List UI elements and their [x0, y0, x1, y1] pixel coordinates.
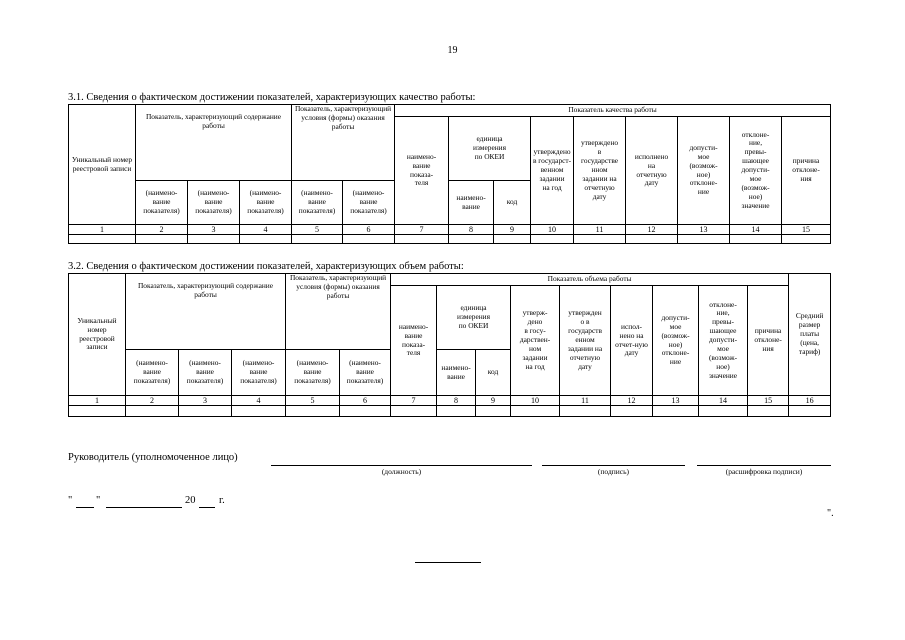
date-open-quote: " [68, 495, 73, 506]
q-h-name: наимено- вание показа- теля [395, 117, 449, 225]
v-h-sub-1: (наимено- вание показателя) [126, 350, 179, 396]
q-h-approved-date: утверждено в государстве нном задании на отчетную дату [574, 117, 626, 225]
date-month-field[interactable] [106, 507, 182, 508]
v-empty-row [69, 406, 831, 417]
v-h-done: испол- нено на отчет-ную дату [611, 286, 653, 396]
v-col-num-5: 5 [286, 396, 340, 406]
q-h-group: Показатель качества работы [395, 105, 831, 117]
q-h-approved-year: утверждено в государст- венном задании на год [531, 117, 574, 225]
section-3-2-title: 3.2. Сведения о фактическом достижении показателей, характеризующих объем работы: [68, 261, 464, 272]
decoding-caption: (расшифровка подписи) [725, 467, 803, 476]
v-h-unit: единица измерения по ОКЕИ [437, 286, 511, 350]
v-h-unit-name: наимено- вание [437, 350, 476, 396]
signature-caption: (подпись) [597, 467, 630, 476]
q-h-unit-code: код [494, 181, 531, 225]
v-h-unit-code: код [476, 350, 511, 396]
signature-label: Руководитель (уполномоченное лицо) [68, 452, 238, 463]
v-h-conditions: Показатель, характеризующий условия (формы) оказания работы [286, 274, 391, 350]
q-col-num-12: 12 [626, 225, 678, 235]
page-number: 19 [447, 45, 458, 56]
v-col-num-9: 9 [476, 396, 511, 406]
v-h-unique: Уникальный номер реестровой записи [69, 274, 126, 396]
q-col-num-9: 9 [494, 225, 531, 235]
v-col-num-4: 4 [232, 396, 286, 406]
q-col-num-8: 8 [449, 225, 494, 235]
q-col-num-7: 7 [395, 225, 449, 235]
q-h-reason: причина отклоне- ния [782, 117, 831, 225]
v-col-num-2: 2 [126, 396, 179, 406]
v-col-num-13: 13 [653, 396, 699, 406]
date-year-suffix: г. [219, 495, 225, 506]
q-col-num-10: 10 [531, 225, 574, 235]
q-col-num-5: 5 [292, 225, 343, 235]
v-col-num-15: 15 [748, 396, 789, 406]
v-h-exceed: отклоне- ние, превы- шающее допусти- мое (возмож- ное) значение [699, 286, 748, 396]
q-col-num-13: 13 [678, 225, 730, 235]
v-col-num-12: 12 [611, 396, 653, 406]
v-h-sub-3: (наимено- вание показателя) [232, 350, 286, 396]
q-h-sub-4: (наимено- вание показателя) [292, 181, 343, 225]
v-col-num-6: 6 [340, 396, 391, 406]
v-col-num-1: 1 [69, 396, 126, 406]
q-h-conditions: Показатель, характеризующий условия (формы) оказания работы [292, 105, 395, 181]
footnote-separator [415, 562, 481, 563]
v-col-num-14: 14 [699, 396, 748, 406]
q-h-sub-5: (наимено- вание показателя) [343, 181, 395, 225]
v-h-name: наимено- вание показа- теля [391, 286, 437, 396]
q-col-num-14: 14 [730, 225, 782, 235]
q-col-num-3: 3 [188, 225, 240, 235]
q-h-exceed: отклоне- ние, превы- шающее допусти- мое (возмож- ное) значение [730, 117, 782, 225]
position-caption: (должность) [381, 467, 422, 476]
signature-field[interactable] [542, 465, 685, 466]
v-h-reason: причина отклоне- ния [748, 286, 789, 396]
v-col-num-16: 16 [789, 396, 831, 406]
v-col-num-11: 11 [560, 396, 611, 406]
q-h-done: исполнено на отчетную дату [626, 117, 678, 225]
q-h-unit: единица измерения по ОКЕИ [449, 117, 531, 181]
decoding-field[interactable] [697, 465, 831, 466]
q-col-num-6: 6 [343, 225, 395, 235]
q-col-num-15: 15 [782, 225, 831, 235]
v-col-num-3: 3 [179, 396, 232, 406]
q-col-num-4: 4 [240, 225, 292, 235]
q-h-allowed: допусти- мое (возмож- ное) отклоне- ние [678, 117, 730, 225]
date-year-prefix: 20 [185, 495, 196, 506]
q-col-num-2: 2 [136, 225, 188, 235]
date-close-quote: " [96, 495, 101, 506]
v-h-group: Показатель объема работы [391, 274, 789, 286]
v-h-allowed: допусти- мое (возмож- ное) отклоне- ние [653, 286, 699, 396]
q-col-num-1: 1 [69, 225, 136, 235]
q-h-unit-name: наимено- вание [449, 181, 494, 225]
v-h-content: Показатель, характеризующий содержание работы [126, 274, 286, 350]
date-year-field[interactable] [199, 507, 215, 508]
trailing-mark: ". [827, 508, 834, 519]
position-field[interactable] [271, 465, 532, 466]
v-col-num-8: 8 [437, 396, 476, 406]
v-h-sub-4: (наимено- вание показателя) [286, 350, 340, 396]
q-h-sub-1: (наимено- вание показателя) [136, 181, 188, 225]
v-h-approved-year: утверж- дено в госу- дарствен- ном задании на год [511, 286, 560, 396]
q-empty-row [69, 235, 831, 244]
v-col-num-7: 7 [391, 396, 437, 406]
section-3-1-title: 3.1. Сведения о фактическом достижении показателей, характеризующих качество работы: [68, 92, 476, 103]
v-h-price: Средний размер платы (цена, тариф) [789, 274, 831, 396]
q-col-num-11: 11 [574, 225, 626, 235]
q-h-sub-3: (наимено- вание показателя) [240, 181, 292, 225]
v-h-approved-date: утвержден о в государств енном задании на отчетную дату [560, 286, 611, 396]
q-h-unique: Уникальный номер реестровой записи [69, 105, 136, 225]
q-h-content: Показатель, характеризующий содержание работы [136, 105, 292, 181]
volume-table [68, 273, 831, 417]
v-h-sub-2: (наимено- вание показателя) [179, 350, 232, 396]
v-h-sub-5: (наимено- вание показателя) [340, 350, 391, 396]
v-col-num-10: 10 [511, 396, 560, 406]
date-day-field[interactable] [76, 507, 94, 508]
quality-table [68, 104, 831, 244]
q-h-sub-2: (наимено- вание показателя) [188, 181, 240, 225]
